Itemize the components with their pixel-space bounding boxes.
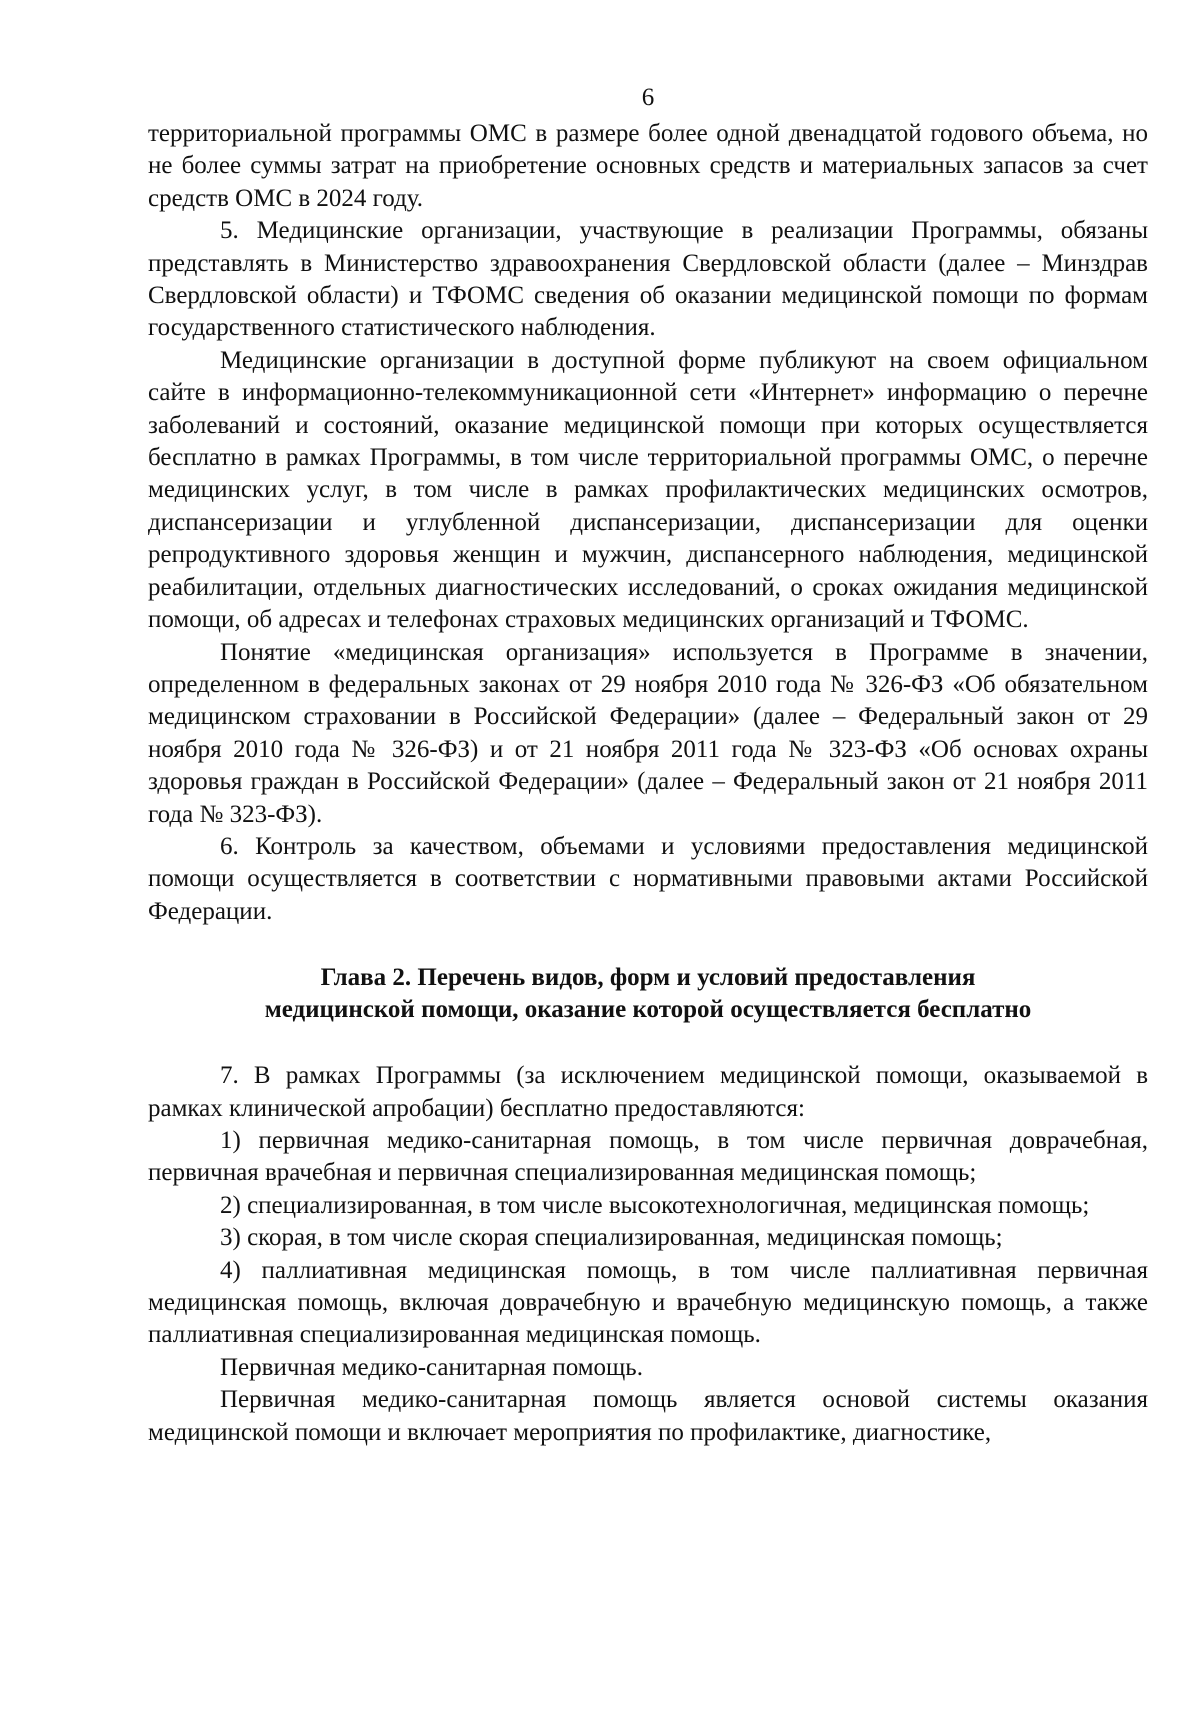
list-item: 2) специализированная, в том числе высокотехнологичная, медицинская помощь; xyxy=(220,1191,1090,1219)
paragraph: Медицинские организации в доступной форме публикуют на своем официальном сайте в информационно-телекоммуникационной сети «Интернет» информацию о перечне заболеваний и состояний, оказание медицинской помощи при которых осуществляется бесплатно в рамках Программы, в том числе территориальной программы ОМС, о перечне медицинских услуг, в том числе в рамках профилактических медицинских осмотров, диспансеризации и углубленной диспансеризации, диспансеризации для оценки репродуктивного здоровья женщин и мужчин, диспансерного наблюдения, медицинской реабилитации, отдельных диагностических исследований, о сроках ожидания медицинской помощи, об адресах и телефонах страховых медицинских организаций и ТФОМС. xyxy=(148,346,1148,634)
paragraph: Понятие «медицинская организация» используется в Программе в значении, определенном в федеральных законах от 29 ноября 2010 года № 326-ФЗ «Об обязательном медицинском страховании в Российской Федерации» (далее – Федеральный закон от 29 ноября 2010 года № 326-ФЗ) и от 21 ноября 2011 года № 323-ФЗ «Об основах охраны здоровья граждан в Российской Федерации» (далее – Федеральный закон от 21 ноября 2011 года № 323-ФЗ). xyxy=(148,638,1148,828)
paragraph: 5. Медицинские организации, участвующие в реализации Программы, обязаны представлять в Министерство здравоохранения Свердловской области (далее – Минздрав Свердловской области) и ТФОМС сведения об оказании медицинской помощи по формам государственного статистического наблюдения. xyxy=(148,217,1148,342)
paragraph: Первичная медико-санитарная помощь является основой системы оказания медицинской помощи и включает мероприятия по профилактике, диагностике, xyxy=(148,1386,1148,1446)
page-number: 6 xyxy=(641,84,655,111)
list-item: 3) скорая, в том числе скорая специализированная, медицинская помощь; xyxy=(220,1224,1003,1252)
text-block-1 xyxy=(148,118,1148,928)
page-body xyxy=(148,78,1148,1449)
chapter-heading-line: Глава 2. Перечень видов, форм и условий предоставления xyxy=(320,964,976,992)
paragraph: 7. В рамках Программы (за исключением медицинской помощи, оказываемой в рамках клинической апробации) бесплатно предоставляются: xyxy=(148,1062,1148,1122)
chapter-heading xyxy=(148,962,1148,1026)
text-block-2 xyxy=(148,1060,1148,1449)
paragraph: 6. Контроль за качеством, объемами и условиями предоставления медицинской помощи осуществляется в соответствии с нормативными правовыми актами Российской Федерации. xyxy=(148,832,1148,925)
chapter-heading-line: медицинской помощи, оказание которой осуществляется бесплатно xyxy=(264,996,1032,1024)
paragraph: Первичная медико-санитарная помощь. xyxy=(220,1353,643,1381)
list-item: 4) паллиативная медицинская помощь, в том числе паллиативная первичная медицинская помощь, включая доврачебную и врачебную медицинскую помощь, а также паллиативная специализированная медицинская помощь. xyxy=(148,1256,1148,1349)
list-item: 1) первичная медико-санитарная помощь, в том числе первичная доврачебная, первичная врачебная и первичная специализированная медицинская помощь; xyxy=(148,1126,1148,1187)
paragraph: территориальной программы ОМС в размере более одной двенадцатой годового объема, но не более суммы затрат на приобретение основных средств и материальных запасов за счет средств ОМС в 2024 году. xyxy=(148,120,1148,212)
